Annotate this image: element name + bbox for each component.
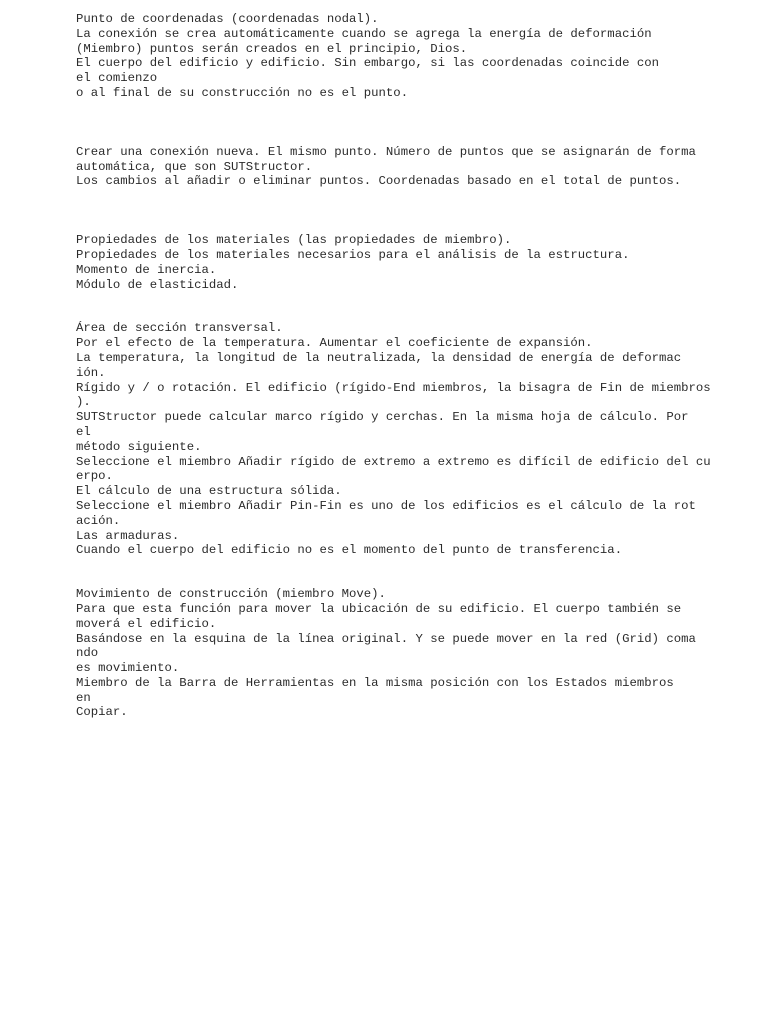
text-line: el [76,424,91,439]
text-line: es movimiento. [76,661,180,676]
text-line: Propiedades de los materiales (las propiedades de miembro). [76,233,512,248]
text-line: Cuando el cuerpo del edificio no es el momento del punto de transferencia. [76,543,623,558]
text-line: Los cambios al añadir o eliminar puntos. Coordenadas basado en el total de puntos. [76,174,682,189]
text-line: ión. [76,365,106,380]
document-page [76,12,736,720]
text-line: Para que esta función para mover la ubicación de su edificio. El cuerpo también se [76,601,682,616]
text-line: Miembro de la Barra de Herramientas en la misma posición con los Estados miembros [76,675,674,690]
text-line: Momento de inercia. [76,262,217,277]
paragraph-coordinates [76,12,736,101]
text-line: ndo [76,646,99,661]
text-line: La temperatura, la longitud de la neutralizada, la densidad de energía de deformac [76,350,682,365]
text-line: Por el efecto de la temperatura. Aumentar el coeficiente de expansión. [76,336,593,351]
text-line: moverá el edificio. [76,616,217,631]
text-line: Punto de coordenadas (coordenadas nodal). [76,12,379,26]
text-line: Rígido y / o rotación. El edificio (rígido-End miembros, la bisagra de Fin de miembros [76,380,711,395]
text-line: Módulo de elasticidad. [76,277,239,292]
text-line: método siguiente. [76,439,202,454]
text-line: Seleccione el miembro Añadir Pin-Fin es uno de los edificios es el cálculo de la rot [76,498,696,513]
text-line: o al final de su construcción no es el punto. [76,85,409,100]
text-line: (Miembro) puntos serán creados en el principio, Dios. [76,41,468,56]
paragraph-cross-section [76,321,736,558]
text-line: en [76,690,91,705]
text-line: SUTStructor puede calcular marco rígido y cerchas. En la misma hoja de cálculo. Por [76,410,689,425]
text-line: el comienzo [76,71,158,86]
text-line: Movimiento de construcción (miembro Move). [76,587,386,602]
text-line: Copiar. [76,705,128,720]
paragraph-spacer [76,558,736,587]
text-line: Propiedades de los materiales necesarios para el análisis de la estructura. [76,247,630,262]
text-line: ). [76,395,91,410]
text-line: erpo. [76,469,113,484]
paragraph-spacer [76,189,736,233]
text-line: La conexión se crea automáticamente cuando se agrega la energía de deformación [76,26,652,41]
text-line: Seleccione el miembro Añadir rígido de extremo a extremo es difícil de edificio del cu [76,454,711,469]
text-line: Las armaduras. [76,528,180,543]
paragraph-member-move [76,587,736,720]
text-line: Crear una conexión nueva. El mismo punto. Número de puntos que se asignarán de forma [76,144,696,159]
paragraph-spacer [76,101,736,145]
text-line: El cuerpo del edificio y edificio. Sin embargo, si las coordenadas coincide con [76,56,659,71]
text-line: ación. [76,513,121,528]
paragraph-new-connection [76,145,736,189]
text-line: El cálculo de una estructura sólida. [76,484,342,499]
text-line: automática, que son SUTStructor. [76,159,313,174]
paragraph-material-properties [76,233,736,292]
text-line: Área de sección transversal. [76,321,283,336]
text-line: Basándose en la esquina de la línea original. Y se puede mover en la red (Grid) coma [76,631,696,646]
paragraph-spacer [76,292,736,321]
